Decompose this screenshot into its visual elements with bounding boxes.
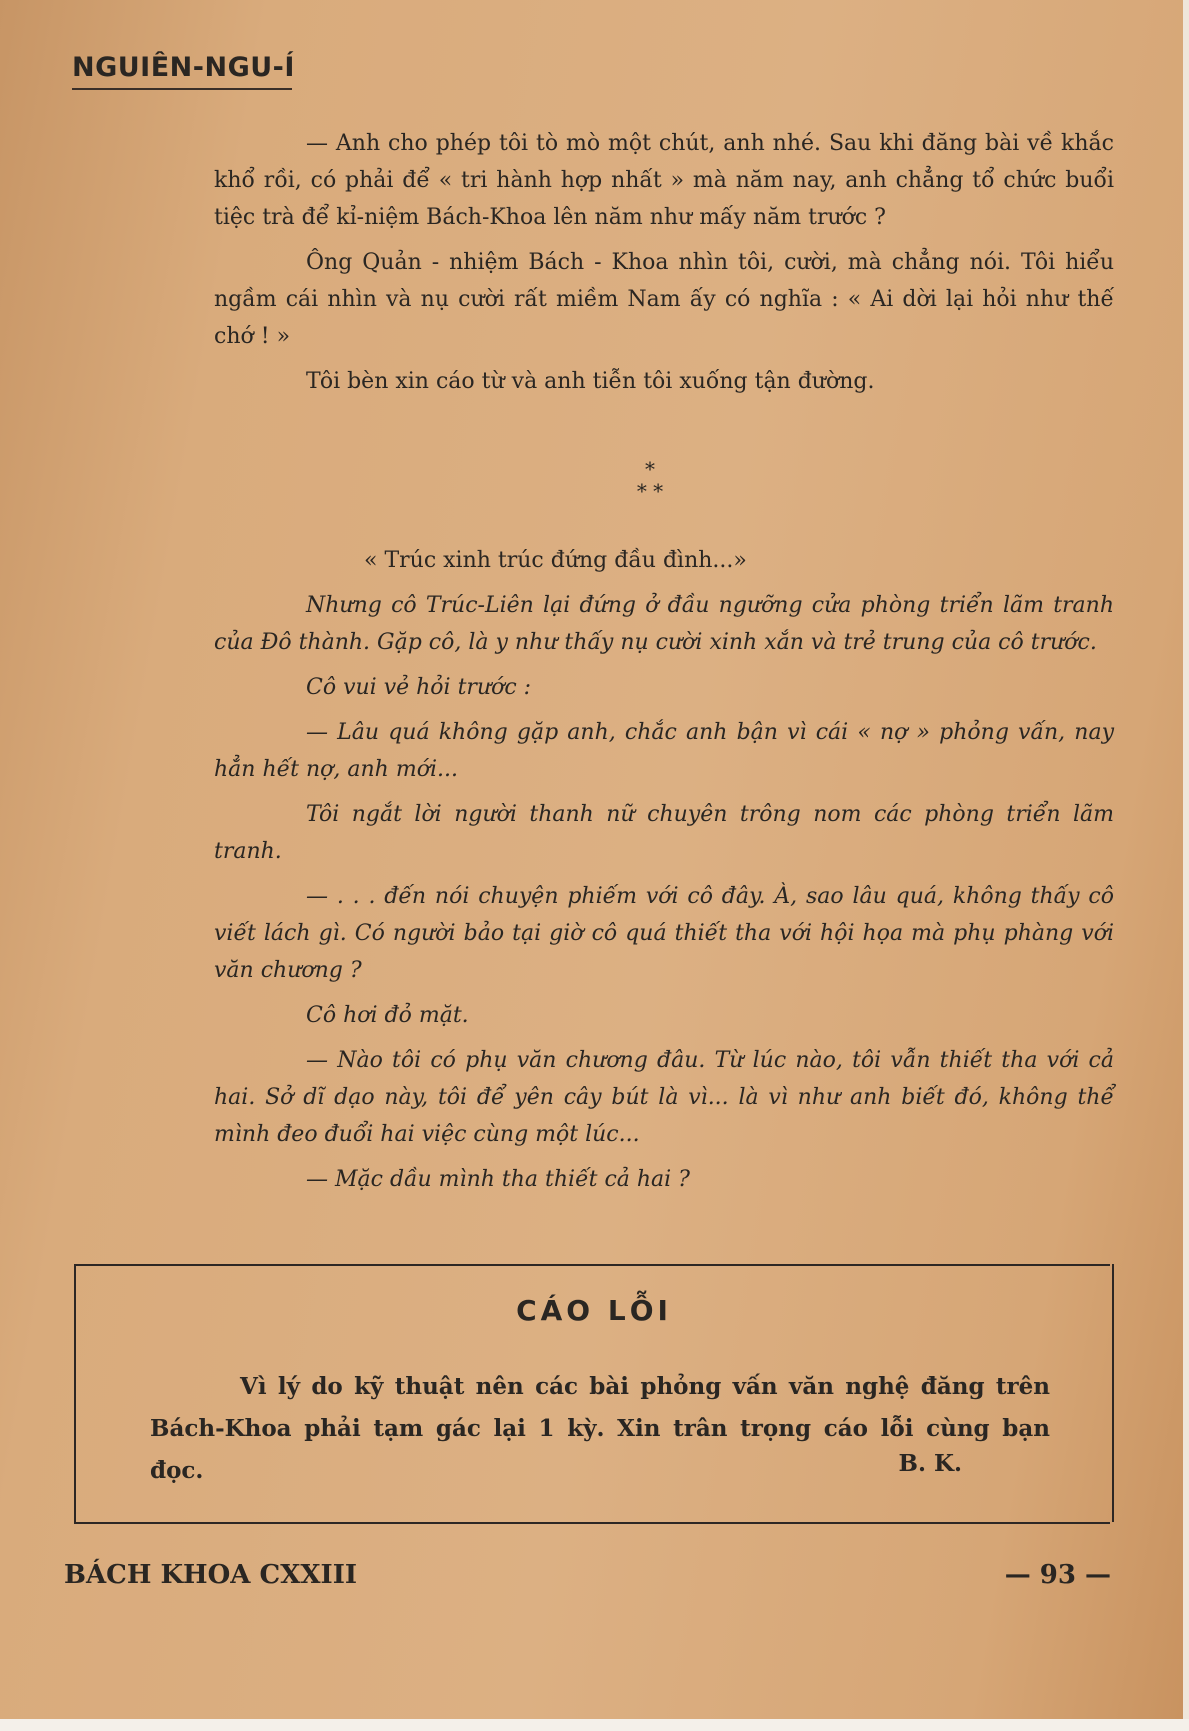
page-edge-bottom (0, 1719, 1189, 1731)
text-block-1 (214, 125, 1114, 400)
paragraph-director-response: Ông Quản - nhiệm Bách - Khoa nhìn tôi, cười, mà chẳng nói. Tôi hiểu ngầm cái nhìn và nụ cười rất miềm Nam ấy có nghĩa : « Ai dời lại hỏi như thế chớ ! » (214, 250, 1114, 349)
page-edge-right (1183, 0, 1189, 1731)
notice-text: Vì lý do kỹ thuật nên các bài phỏng vấn văn nghệ đăng trên Bách-Khoa phải tạm gác lại 1 kỳ. Xin trân trọng cáo lỗi cùng bạn đọc. (150, 1373, 1050, 1484)
text-block-2 (214, 542, 1114, 1198)
paragraph-interrupt: Tôi ngắt lời người thanh nữ chuyên trông nom các phòng triển lãm tranh. (214, 802, 1114, 864)
paragraph-farewell: Tôi bèn xin cáo từ và anh tiễn tôi xuống tận đường. (306, 369, 875, 394)
notice-signature: B. K. (898, 1450, 962, 1477)
paragraph-dialogue-1: — Lâu quá không gặp anh, chắc anh bận vì cái « nợ » phỏng vấn, nay hẳn hết nợ, anh mới... (214, 720, 1114, 782)
footer-magazine-title: BÁCH KHOA CXXIII (64, 1560, 358, 1590)
paragraph-blush: Cô hơi đỏ mặt. (306, 1003, 469, 1028)
paragraph-greeting: Cô vui vẻ hỏi trước : (306, 675, 532, 700)
paragraph-truc-lien: Nhưng cô Trúc-Liên lại đứng ở đầu ngưỡng cửa phòng triển lãm tranh của Đô thành. Gặp cô, là y như thấy nụ cười xinh xắn và trẻ trung của cô trước. (214, 593, 1114, 655)
notice-rule-bottom (74, 1522, 1110, 1524)
paragraph-dialogue-2: — . . . đến nói chuyện phiếm với cô đây. À, sao lâu quá, không thấy cô viết lách gì. Có người bảo tại giờ cô quá thiết tha với hội họa mà phụ phàng với văn chương ? (214, 884, 1114, 983)
paragraph-dialogue-4: — Mặc dầu mình tha thiết cả hai ? (306, 1167, 690, 1192)
running-head-underline (72, 88, 292, 90)
paragraph-epigraph: « Trúc xinh trúc đứng đầu đình...» (364, 548, 747, 573)
footer-page-number: — 93 — (1004, 1560, 1111, 1590)
notice-box (74, 1264, 1114, 1522)
paragraph-question: — Anh cho phép tôi tò mò một chút, anh nhé. Sau khi đăng bài về khắc khổ rồi, có phải để « tri hành hợp nhất » mà năm nay, anh chẳng tổ chức buổi tiệc trà để kỉ-niệm Bách-Khoa lên năm như mấy năm trước ? (214, 131, 1114, 230)
paragraph-dialogue-3: — Nào tôi có phụ văn chương đâu. Từ lúc nào, tôi vẫn thiết tha với cả hai. Sở dĩ dạo này, tôi để yên cây bút là vì... là vì như anh biết đó, không thể mình đeo đuổi hai việc cùng một lúc... (214, 1048, 1114, 1147)
notice-title: CÁO LỖI (516, 1294, 672, 1327)
section-break-asterism (620, 458, 680, 502)
asterism-top: * (645, 457, 655, 481)
asterism-bottom: * * (636, 479, 664, 503)
running-head: NGUIÊN-NGU-Í (72, 52, 295, 83)
